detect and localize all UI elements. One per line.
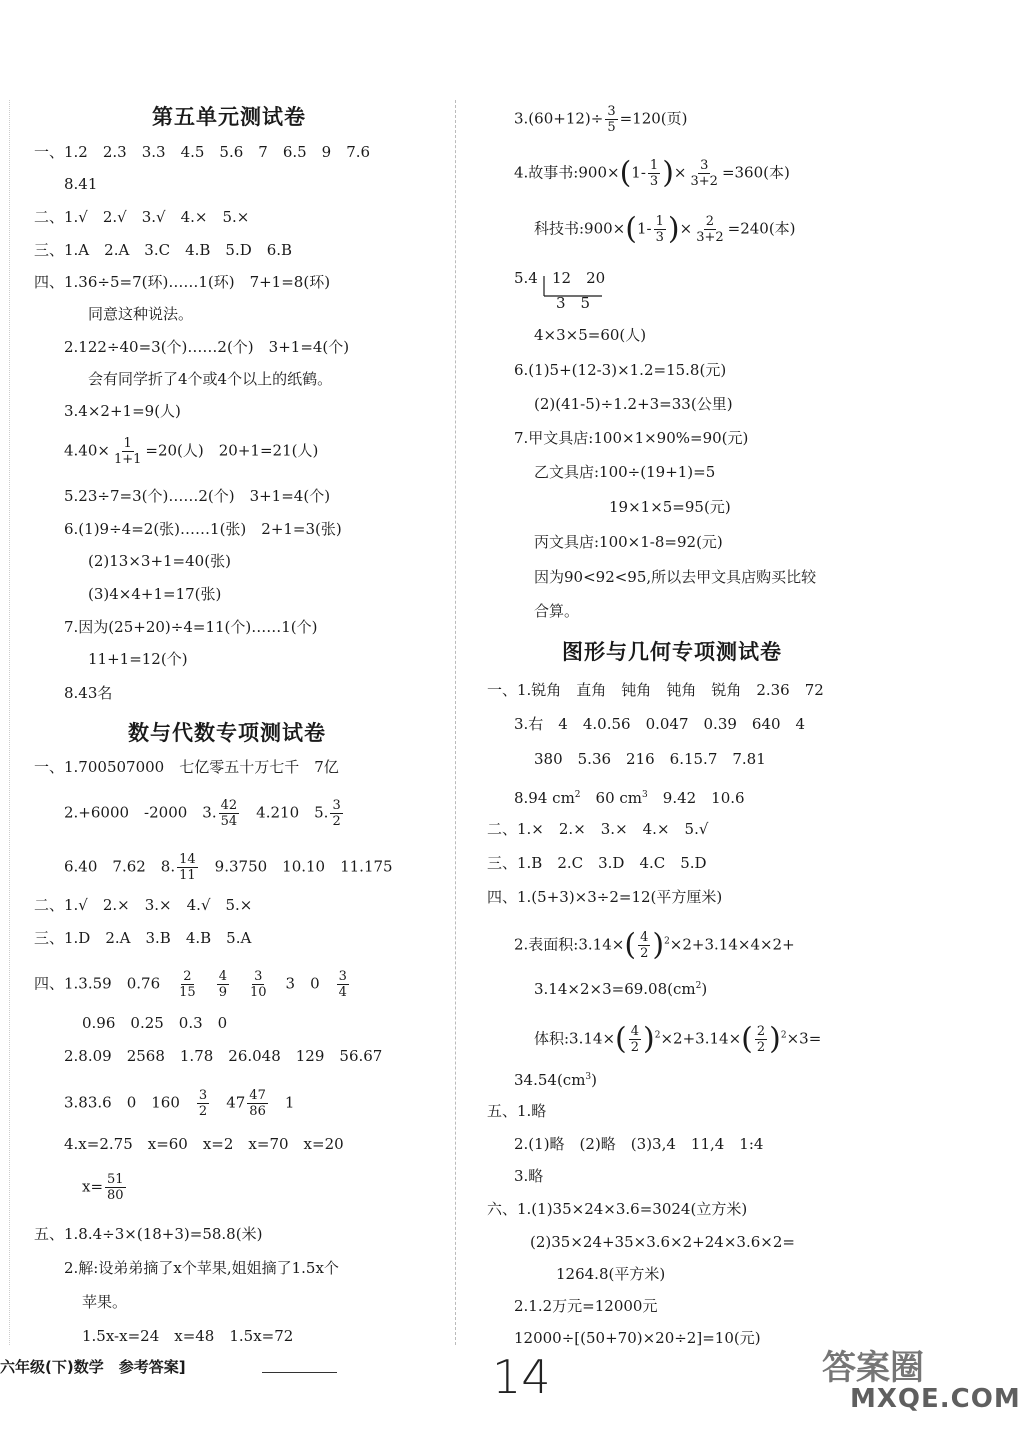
answer-line-fraction: 四、1.3.59 0.76 $\frac{2}{15}$ $\frac{4}{9}$ $\frac{3}{10}$ 3 0 $\frac{3}{4}$ <box>34 969 347 1000</box>
answer-line: 5.23÷7=3(个)……2(个) 3+1=4(个) <box>64 487 331 505</box>
answer-line-fraction: 科技书:900×(1- $\frac{1}{3}$ )× $\frac{2}{3+2}$ =240(本) <box>534 211 796 247</box>
answer-line: 8.43名 <box>64 684 113 702</box>
answer-line: 1264.8(平方米) <box>556 1265 666 1283</box>
fraction: $\frac{4}{9}$ <box>218 969 227 1000</box>
answer-line: 380 5.36 216 6.15.7 7.81 <box>534 750 766 768</box>
answer-line-fraction: 体积:3.14×( $\frac{4}{2}$ )$^2$×2+3.14×( $\frac{2}{2}$ )$^2$×3= <box>534 1021 822 1057</box>
division-dividends: 12 20 <box>552 269 606 287</box>
fraction: $\frac{3}{2}$ <box>198 1088 208 1119</box>
answer-line: 3.右 4 4.0.56 0.047 0.39 640 4 <box>514 715 806 733</box>
answer-line: 5.4 <box>514 269 538 287</box>
answer-line: 2.解:设弟弟摘了x个苹果,姐姐摘了1.5x个 <box>64 1259 339 1277</box>
answer-line: $34.54(cm^3)$ <box>514 1071 598 1089</box>
fraction: $\frac{1}{3}$ <box>655 214 664 245</box>
answer-line: 7.甲文具店:100×1×90%=90(元) <box>514 429 749 447</box>
answer-line: 乙文具店:100÷(19+1)=5 <box>534 463 716 481</box>
fraction: $\frac{2}{2}$ <box>756 1024 766 1055</box>
answer-line: 19×1×5=95(元) <box>609 498 731 516</box>
answer-line: 同意这种说法。 <box>88 305 194 323</box>
answer-line: 3.4×2+1=9(人) <box>64 402 181 420</box>
fraction: $\frac{3}{10}$ <box>249 969 267 1000</box>
answer-line-fraction: x= $\frac{51}{80}$ <box>82 1172 124 1203</box>
fraction: $\frac{14}{11}$ <box>179 852 196 883</box>
fraction: $\frac{4}{2}$ <box>630 1024 640 1055</box>
answer-line: 合算。 <box>534 602 580 620</box>
answer-line: 2.122÷40=3(个)……2(个) 3+1=4(个) <box>64 338 350 356</box>
answer-line: 四、1.36÷5=7(环)……1(环) 7+1=8(环) <box>34 273 331 291</box>
fraction: $\frac{2}{15}$ <box>179 969 196 1000</box>
answer-line: 六、1.(1)35×24×3.6=3024(立方米) <box>487 1200 748 1218</box>
answer-line: (2)(41-5)÷1.2+3=33(公里) <box>534 395 733 413</box>
answer-line: 五、1.略 <box>487 1102 547 1120</box>
answer-line: 一、1.700507000 七亿零五十万七千 7亿 <box>34 758 339 776</box>
answer-line: 4.x=2.75 x=60 x=2 x=70 x=20 <box>64 1135 344 1153</box>
answer-line-fraction: 6.40 7.62 8. $\frac{14}{11}$ 9.3750 10.10 11.175 <box>64 852 393 883</box>
column-divider <box>455 100 456 1345</box>
section-title-geometry: 图形与几何专项测试卷 <box>562 640 782 664</box>
answer-line: 7.因为(25+20)÷4=11(个)……1(个) <box>64 618 318 636</box>
answer-line: 3.略 <box>514 1167 544 1185</box>
answer-line: $3.14\times 2\times 3=69.08(cm^2)$ <box>534 980 708 998</box>
fraction: $\frac{1}{3}$ <box>649 158 659 189</box>
answer-line: 四、1.(5+3)×3÷2=12(平方厘米) <box>487 888 723 906</box>
answer-line-fraction: 3.(60+12)÷ $\frac{3}{5}$ =120(页) <box>514 104 688 135</box>
division-quotients: 3 5 <box>556 294 591 312</box>
answer-line: 11+1=12(个) <box>88 650 188 668</box>
answer-line: 三、1.B 2.C 3.D 4.C 5.D <box>487 854 707 872</box>
answer-line: 6.(1)9÷4=2(张)……1(张) 2+1=3(张) <box>64 520 342 538</box>
fraction: $\frac{3}{4}$ <box>338 969 347 1000</box>
answer-line: 12000÷[(50+70)×20÷2]=10(元) <box>514 1329 761 1347</box>
answer-line: 五、1.8.4÷3×(18+3)=58.8(米) <box>34 1225 263 1243</box>
answer-line: 8.94 $cm^2$ 60 $cm^3$ 9.42 10.6 <box>514 789 745 807</box>
answer-line-fraction: 4.故事书:900×(1- $\frac{1}{3}$ )× $\frac{3}{3+2}$ =360(本) <box>514 155 790 191</box>
fraction: $\frac{3}{2}$ <box>332 798 341 829</box>
answer-line: 丙文具店:100×1-8=92(元) <box>534 533 723 551</box>
answer-line: (3)4×4+1=17(张) <box>88 585 222 603</box>
answer-line-fraction: 2.+6000 -2000 3. $\frac{42}{54}$ 4.210 5. $\frac{3}{2}$ <box>64 798 341 829</box>
answer-line: 1.5x-x=24 x=48 1.5x=72 <box>82 1327 294 1345</box>
answer-line: 一、1.锐角 直角 钝角 钝角 锐角 2.36 72 <box>487 681 824 699</box>
answer-line: 因为90<92<95,所以去甲文具店购买比较 <box>534 568 817 586</box>
answer-line: 8.41 <box>64 175 98 193</box>
fraction: $\frac{1}{1+1}$ <box>113 436 142 467</box>
fraction: $\frac{3}{5}$ <box>607 104 616 135</box>
answer-line: 二、1.× 2.× 3.× 4.× 5.√ <box>487 820 709 838</box>
page-number: 14 <box>492 1350 551 1404</box>
section-title-algebra: 数与代数专项测试卷 <box>128 721 326 745</box>
answer-line: 苹果。 <box>82 1293 128 1311</box>
answer-line: 三、1.A 2.A 3.C 4.B 5.D 6.B <box>34 241 293 259</box>
binding-edge <box>9 100 10 1345</box>
answer-line: (2)35×24+35×3.6×2+24×3.6×2= <box>530 1233 795 1251</box>
answer-line: 会有同学折了4个或4个以上的纸鹤。 <box>88 370 333 388</box>
footer-rule <box>262 1372 337 1373</box>
fraction: $\frac{2}{3+2}$ <box>696 214 724 245</box>
fraction: $\frac{51}{80}$ <box>107 1172 124 1203</box>
answer-line: (2)13×3+1=40(张) <box>88 552 231 570</box>
fraction: $\frac{3}{3+2}$ <box>690 158 718 189</box>
answer-line: 6.(1)5+(12-3)×1.2=15.8(元) <box>514 361 727 379</box>
answer-line: 4×3×5=60(人) <box>534 326 647 344</box>
answer-line: 一、1.2 2.3 3.3 4.5 5.6 7 6.5 9 7.6 <box>34 143 371 161</box>
answer-line-fraction: 4.40× $\frac{1}{1+1}$ =20(人) 20+1=21(人) <box>64 436 319 467</box>
answer-line: 2.8.09 2568 1.78 26.048 129 56.67 <box>64 1047 383 1065</box>
fraction: $\frac{47}{86}$ <box>249 1088 266 1119</box>
section-title-unit5: 第五单元测试卷 <box>152 105 306 129</box>
answer-line: 二、1.√ 2.× 3.× 4.√ 5.× <box>34 896 253 914</box>
answer-line-fraction: 3.83.6 0 160 $\frac{3}{2}$ 47 $\frac{47}{86}$ 1 <box>64 1088 295 1119</box>
footer-label: 六年级(下)数学 参考答案] <box>0 1358 186 1376</box>
fraction: $\frac{42}{54}$ <box>220 798 238 829</box>
answer-line-fraction: 2.表面积:3.14×( $\frac{4}{2}$ )$^2$×2+3.14×4×2+ <box>514 927 795 963</box>
watermark-url: MXQE.COM <box>850 1384 1021 1414</box>
fraction: $\frac{4}{2}$ <box>640 930 649 961</box>
answer-line: 2.1.2万元=12000元 <box>514 1297 658 1315</box>
answer-line: 三、1.D 2.A 3.B 4.B 5.A <box>34 929 252 947</box>
answer-line: 2.(1)略 (2)略 (3)3,4 11,4 1:4 <box>514 1135 764 1153</box>
answer-line: 0.96 0.25 0.3 0 <box>82 1014 228 1032</box>
answer-line: 二、1.√ 2.√ 3.√ 4.× 5.× <box>34 208 250 226</box>
watermark-logo: 答案圈 <box>822 1348 924 1388</box>
